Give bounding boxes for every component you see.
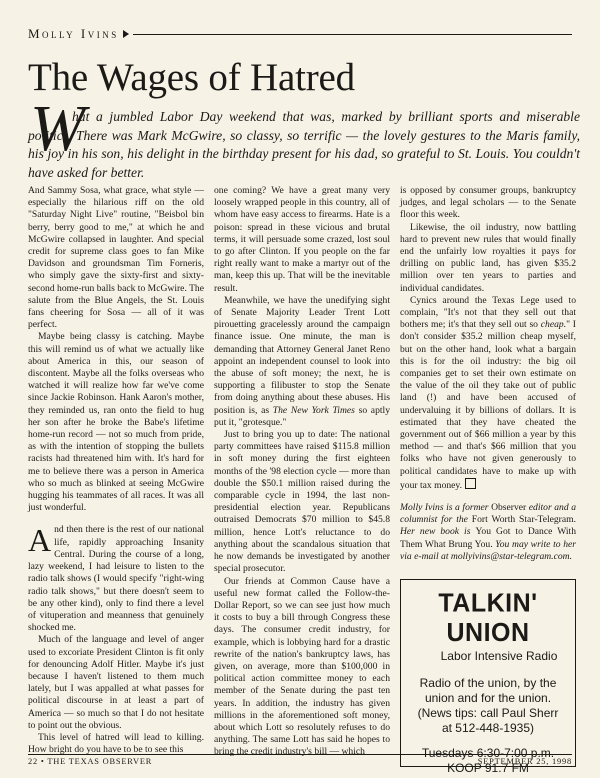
lead-text: hat a jumbled Labor Day weekend that was, marked by brilliant sports and miserable politics. There was Mark McGwire, so classy, so terrific — the lovely gestures to the Maris family, his joy in his son, his delight in the birthday present for his dad, so grateful to St. Louis. You couldn't have asked for better. bbox=[28, 109, 580, 180]
ad-schedule-time: Tuesdays 6:30-7:00 p.m. bbox=[421, 746, 555, 761]
bio-publication: Observer bbox=[491, 502, 527, 514]
paragraph: Likewise, the oil industry, now battling hard to prevent new rules that would finally end the unfairly low royalties it pays for drilling on public land, has given $35.2 million over ten years to parties and individual candidates. bbox=[400, 221, 576, 294]
paragraph: Just to bring you up to date: The national party committees have raised $115.8 million in soft money during the first eighteen months of the '98 election cycle — more than double the $50.1 million raised during the comparable cycle in 1994, the last non-presidential election year. Republicans outraised Democrats $70 million to $45.8 million, hence Lott's reluctance to do anything about the scandalous situation that he now demands be investigated by another special prosecutor. bbox=[214, 429, 390, 575]
paragraph: Maybe being classy is catching. Maybe this will remind us of what we actually like about America in this, our season of discontent. Maybe all the folks overseas who watched it will realize how far we've come since Jackie Robinson. Hank Aaron's mother, they reminded us, ran onto the field to hug her son after he broke the Babe's lifetime home-run record — not so much from pride, as with the intention of stopping the bullets racists had threatened him with. It's hard for me to believe there was a person in America who so much as blinked at seeing McGwire hugging his teammates of all races. It was all just wonderful. bbox=[28, 331, 204, 514]
lead-dropcap: W bbox=[30, 92, 85, 165]
end-mark-icon bbox=[465, 478, 476, 489]
talkin-union-ad bbox=[400, 579, 576, 776]
ad-subtitle: Labor Intensive Radio bbox=[440, 649, 558, 664]
ad-body: Radio of the union, by the union and for the union. (News tips: call Paul Sherr at 512-448-1935) bbox=[417, 676, 559, 736]
paragraph: This level of hatred will lead to killing. How bright do you have to be to see this bbox=[28, 731, 204, 756]
bio-book-title: You Got to Dance With Them What Brung You. bbox=[400, 526, 576, 550]
ad-station: KOOP 91.7 FM bbox=[447, 761, 529, 776]
column-header bbox=[28, 26, 572, 42]
paragraph-text: Cynics around the Texas Lege used to complain, "It's not that they sell out that bothers me; it's that they sell out so bbox=[400, 294, 576, 331]
article-title: The Wages of Hatred bbox=[28, 56, 355, 99]
paragraph-text: nd then there is the rest of our national life, rapidly approaching Insanity Central. During the course of a long, lazy weekend, I had leisure to listen to the radio talk shows (I would specify "right-wing radio talk shows," but there doesn't seem to be any other kind), only to find there a level of vituperation and meanness that genuinely shocked me. bbox=[28, 524, 204, 634]
section-dropcap: A bbox=[28, 522, 52, 559]
footer-folio: 22 • THE TEXAS OBSERVER bbox=[28, 757, 153, 766]
bio-publication: Fort Worth Star-Telegram. bbox=[471, 514, 576, 526]
page-footer bbox=[28, 754, 572, 769]
triangle-arrow-icon bbox=[123, 30, 129, 38]
lead-paragraph bbox=[28, 108, 580, 182]
bio-text: Molly Ivins is a former bbox=[400, 502, 489, 514]
header-rule bbox=[133, 34, 572, 35]
author-name: Molly Ivins bbox=[28, 26, 119, 41]
paragraph: And Sammy Sosa, what grace, what style — especially the hilarious riff on the old "Saturday Night Live" routine, "Beisbol bin berry, berry good to me," at which he and McGwire collapsed in laughter. And special credit for supreme class goes to fan Mike Davidson and groundsman Tim Forneris, who simply gave the sixty-first and sixty-second home-run balls back to McGwire. The salute from the Blue Angels, the St. Louis fans cheering for Sosa — all of it was perfect. bbox=[28, 185, 204, 331]
paragraph: Much of the language and level of anger used to excoriate President Clinton is fit only for denouncing Adolf Hitler. Maybe it's just because I haven't listened to them much lately, but I was appalled at what passes for political discourse in at least a part of America — so much so that I do not hesitate to point out the obvious. bbox=[28, 634, 204, 731]
paragraph: Our friends at Common Cause have a useful new format called the Follow-the-Dollar Report, so we can see just how much it costs to buy a bill through Congress these days. The consumer credit industry, for example, which is lobbying hard for a drastic rewrite of the nation's bankruptcy laws, has given, on average, more than $100,000 in political action committee money to each member of the Senate during the past ten years. In addition, the industry has given millions in the aforementioned soft money, about which Lott so resolutely refuses to do anything. The same Lott has said he hopes to bring the credit industry's bill — which bbox=[214, 575, 390, 758]
bio-email: You may write to her via e-mail at mollyivins@star-telegram.com. bbox=[400, 538, 577, 562]
author-bio bbox=[400, 502, 576, 563]
column-1 bbox=[28, 185, 204, 756]
paragraph bbox=[214, 295, 390, 429]
paragraph bbox=[400, 295, 576, 492]
paragraph-text: so aptly put it, "grotesque." bbox=[214, 404, 390, 428]
paragraph-text: Meanwhile, we have the unedifying sight of Senate Majority Leader Trent Lott pirouetting gracelessly around the campaign finance issue. One minute, the man is demanding that Attorney General Janet Reno appoint an independent counsel to look into the abuse of soft money; the next, he is supporting a filibuster to stop the Senate from doing anything about these abuses. His position is, as bbox=[214, 294, 390, 416]
paragraph-with-dropcap bbox=[28, 524, 204, 634]
paragraph: is opposed by consumer groups, bankruptcy judges, and legal scholars — to the Senate floor this week. bbox=[400, 185, 576, 221]
paragraph-text: " I don't consider $35.2 million cheap myself, but on the other hand, look what a bargain this is for the oil industry: the big oil companies get to set their own estimate on the value of the oil they take out of public land (!) and have been accused of undervaluing it by billions of dollars. It is estimated that they have cheated the government out of $66 million a year by this method — and that's $66 million that you folks who have not given generously to political candidates have to make up with your tax money. bbox=[400, 319, 576, 491]
ad-title: TALKIN' UNION bbox=[438, 588, 538, 648]
paragraph: one coming? We have a great many very loosely wrapped people in this country, all of whom have easy access to firearms. Hate is a poison: spread in these vicious and brutal terms, it will persuade some crazed, lost soul to go after Clinton. If you people on the far right really want to make a martyr out of the man, keep this up. That will be the inevitable result. bbox=[214, 185, 390, 294]
publication-name: The New York Times bbox=[272, 404, 355, 416]
bio-text: Her new book is bbox=[400, 526, 471, 538]
footer-date: SEPTEMBER 25, 1998 bbox=[477, 757, 572, 766]
emphasis: cheap. bbox=[540, 319, 567, 331]
column-2 bbox=[214, 185, 390, 758]
bio-text: editor and a columnist for the bbox=[400, 502, 576, 526]
